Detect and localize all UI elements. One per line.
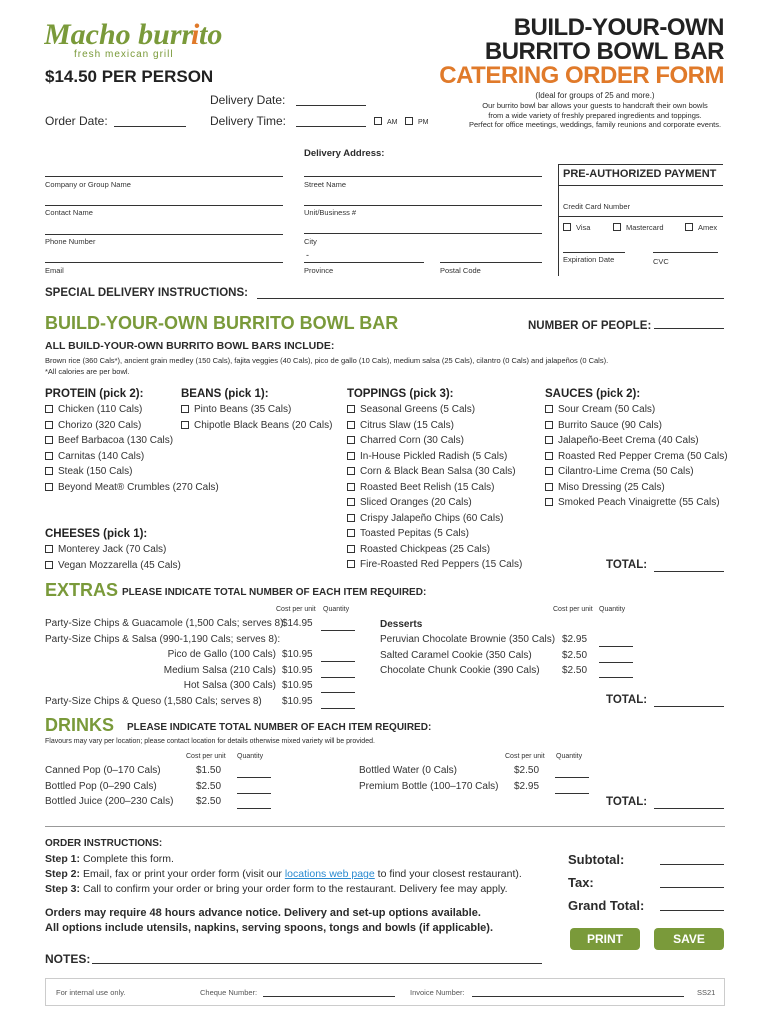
sauce-label: Smoked Peach Vinaigrette (55 Cals): [558, 497, 720, 508]
extras-cost-header: Cost per unit: [276, 606, 316, 613]
visa-label: Visa: [576, 223, 591, 232]
desc-line2: from a wide variety of freshly prepared ingredients and toppings.: [488, 111, 702, 120]
step3: [45, 883, 508, 895]
order-date-field[interactable]: [114, 126, 186, 127]
amex-checkbox[interactable]: [685, 223, 693, 231]
extras-qty-header: Quantity: [323, 606, 350, 613]
grand-total-label: Grand Total:: [568, 898, 645, 913]
protein-checkbox[interactable]: [45, 436, 53, 444]
sauce-option[interactable]: [545, 451, 728, 462]
drinks-instructions: PLEASE INDICATE TOTAL NUMBER OF EACH ITEM REQUIRED:: [127, 722, 432, 733]
drink-right-price: $2.95: [514, 780, 540, 792]
print-button[interactable]: PRINT: [570, 928, 640, 950]
tax-label: Tax:: [568, 875, 594, 890]
city-field[interactable]: [304, 233, 542, 234]
extra-quantity-field[interactable]: [321, 708, 355, 709]
desserts-cost-header: Cost per unit: [553, 606, 593, 613]
cheese-option[interactable]: [45, 560, 181, 571]
step2-text: Email, fax or print your order form (visit our: [82, 868, 282, 880]
protein-option[interactable]: [45, 482, 219, 493]
extra-price: $10.95: [282, 664, 313, 676]
amex-label: Amex: [698, 223, 718, 232]
topping-label: Corn & Black Bean Salsa (30 Cals): [360, 466, 516, 477]
step3-label: Step 3:: [45, 883, 81, 895]
dessert-price: $2.50: [562, 665, 588, 676]
company-field[interactable]: [45, 176, 283, 177]
drink-quantity-field[interactable]: [237, 808, 271, 809]
step3-text: Call to confirm your order or bring your order form to the restaurant. Delivery fee may apply.: [82, 883, 508, 895]
dessert-price: $2.50: [562, 649, 588, 661]
protein-label: Chicken (110 Cals): [58, 404, 143, 415]
topping-label: Sliced Oranges (20 Cals): [360, 497, 472, 508]
sauce-label: Sour Cream (50 Cals): [558, 404, 656, 415]
notice-line1: Orders may require 48 hours advance notice. Delivery and set-up options available.: [45, 907, 481, 919]
drinks-title: DRINKS: [45, 715, 115, 735]
mastercard-checkbox[interactable]: [613, 223, 621, 231]
email-field[interactable]: [45, 262, 283, 263]
beans-checkbox[interactable]: [181, 421, 189, 429]
notice-line2: All options include utensils, napkins, serving spoons, tongs and bowls (if applicable).: [45, 922, 493, 934]
form-title-line3: CATERING ORDER FORM: [439, 62, 724, 89]
topping-option[interactable]: [347, 404, 475, 415]
protein-checkbox[interactable]: [45, 483, 53, 491]
extras-total-label: TOTAL:: [606, 694, 648, 706]
email-label: Email: [45, 266, 64, 275]
subtotal-label: Subtotal:: [568, 852, 625, 867]
extra-name: Pico de Gallo (100 Cals): [167, 649, 276, 660]
dessert-name: Salted Caramel Cookie (350 Cals): [380, 649, 532, 661]
cvc-label: CVC: [653, 257, 669, 266]
topping-label: Citrus Slaw (15 Cals): [360, 419, 454, 431]
extra-name: Party-Size Chips & Guacamole (1,500 Cals; serves 8): [45, 618, 284, 629]
protein-label: Chorizo (320 Cals): [58, 419, 142, 431]
sauce-checkbox[interactable]: [545, 467, 553, 475]
sauces-title: SAUCES (pick 2):: [545, 388, 641, 400]
street-field[interactable]: [304, 176, 542, 177]
city-label: City: [304, 237, 317, 246]
topping-checkbox[interactable]: [347, 529, 355, 537]
delivery-time-label: Delivery Time:: [210, 114, 287, 128]
topping-checkbox[interactable]: [347, 545, 355, 553]
cheese-checkbox[interactable]: [45, 561, 53, 569]
payment-title-rule: [558, 185, 723, 186]
logo: [44, 14, 224, 60]
am-checkbox[interactable]: [374, 117, 382, 125]
topping-option[interactable]: [347, 435, 464, 446]
visa-checkbox[interactable]: [563, 223, 571, 231]
cheese-checkbox[interactable]: [45, 545, 53, 553]
topping-label: Roasted Beet Relish (15 Cals): [360, 481, 495, 493]
sauce-option[interactable]: [545, 482, 665, 493]
extra-quantity-field[interactable]: [321, 677, 355, 678]
dessert-price: $2.95: [562, 634, 588, 645]
step2-label: Step 2:: [45, 868, 81, 880]
payment-title: PRE-AUTHORIZED PAYMENT: [563, 168, 717, 180]
postal-label: Postal Code: [440, 266, 481, 275]
form-code: SS21: [697, 988, 716, 997]
topping-label: Seasonal Greens (5 Cals): [360, 404, 476, 415]
extras-total-field[interactable]: [654, 706, 724, 707]
topping-checkbox[interactable]: [347, 452, 355, 460]
cheese-label: Monterey Jack (70 Cals): [58, 544, 167, 555]
province-field[interactable]: [304, 262, 424, 263]
sauce-label: Roasted Red Pepper Crema (50 Cals): [558, 450, 728, 462]
pm-checkbox[interactable]: [405, 117, 413, 125]
topping-label: Toasted Pepitas (5 Cals): [360, 528, 469, 539]
extras-instructions: PLEASE INDICATE TOTAL NUMBER OF EACH ITEM REQUIRED:: [122, 587, 427, 598]
topping-label: Charred Corn (30 Cals): [360, 435, 464, 446]
dessert-name: Chocolate Chunk Cookie (390 Cals): [380, 665, 540, 676]
locations-link[interactable]: locations web page: [284, 868, 375, 880]
svg-text:fresh mexican grill: fresh mexican grill: [74, 49, 174, 60]
sauce-checkbox[interactable]: [545, 483, 553, 491]
contact-label: Contact Name: [45, 208, 93, 217]
subtotal-field[interactable]: [660, 864, 724, 865]
sauce-label: Jalapeño-Beet Crema (40 Cals): [558, 435, 699, 446]
protein-option[interactable]: [45, 404, 142, 415]
includes-title: ALL BUILD-YOUR-OWN BURRITO BOWL BARS INCLUDE:: [45, 340, 335, 352]
delivery-address-label: Delivery Address:: [304, 148, 385, 159]
extra-name: Party-Size Chips & Queso (1,580 Cals; serves 8): [45, 695, 262, 707]
ideal-note: (Ideal for groups of 25 and more.): [535, 91, 655, 100]
step1-label: Step 1:: [45, 853, 81, 865]
expiry-label: Expiration Date: [563, 255, 615, 264]
beans-title: BEANS (pick 1):: [181, 388, 269, 400]
dessert-quantity-field[interactable]: [599, 662, 633, 663]
extra-name: Hot Salsa (300 Cals): [183, 680, 276, 691]
drink-right-quantity-field[interactable]: [555, 777, 589, 778]
topping-option[interactable]: [347, 482, 495, 493]
drinks-total-field[interactable]: [654, 808, 724, 809]
section-divider: [45, 826, 725, 827]
extra-quantity-field[interactable]: [321, 692, 355, 693]
sauce-option[interactable]: [545, 404, 655, 415]
protein-label: Beyond Meat® Crumbles (270 Cals): [58, 481, 219, 493]
step2-text-end: to find your closest restaurant).: [377, 868, 522, 880]
sauce-option[interactable]: [545, 466, 694, 477]
protein-title: PROTEIN (pick 2):: [45, 388, 144, 400]
pm-option[interactable]: [405, 117, 429, 126]
form-title-line2: BURRITO BOWL BAR: [484, 38, 724, 65]
cheese-label: Vegan Mozzarella (45 Cals): [58, 559, 181, 571]
people-label: NUMBER OF PEOPLE:: [528, 320, 652, 332]
protein-option[interactable]: [45, 451, 144, 462]
beans-option[interactable]: [181, 420, 332, 431]
topping-option[interactable]: [347, 544, 490, 555]
bowl-bar-title: BUILD-YOUR-OWN BURRITO BOWL BAR: [45, 313, 399, 333]
company-label: Company or Group Name: [45, 180, 131, 189]
invoice-field[interactable]: [472, 996, 684, 997]
protein-option[interactable]: [45, 435, 173, 446]
tax-field[interactable]: [660, 887, 724, 888]
drink-right-name: Premium Bottle (100–170 Cals): [359, 780, 499, 792]
protein-checkbox[interactable]: [45, 421, 53, 429]
drink-price: $1.50: [196, 765, 222, 776]
extra-price: $10.95: [282, 649, 313, 660]
mastercard-label: Mastercard: [626, 223, 664, 232]
topping-checkbox[interactable]: [347, 560, 355, 568]
step1-text: Complete this form.: [82, 853, 174, 865]
save-button[interactable]: SAVE: [654, 928, 724, 950]
unit-label: Unit/Business #: [304, 208, 357, 217]
contact-field[interactable]: [45, 205, 283, 206]
topping-checkbox[interactable]: [347, 436, 355, 444]
topping-checkbox[interactable]: [347, 514, 355, 522]
topping-label: Roasted Chickpeas (25 Cals): [360, 543, 491, 555]
topping-checkbox[interactable]: [347, 405, 355, 413]
sauce-option[interactable]: [545, 497, 720, 508]
drink-name: Bottled Juice (200–230 Cals): [45, 796, 174, 807]
phone-field[interactable]: [45, 234, 283, 235]
sauce-label: Burrito Sauce (90 Cals): [558, 419, 662, 431]
beans-label: Chipotle Black Beans (20 Cals): [194, 419, 333, 431]
protein-checkbox[interactable]: [45, 467, 53, 475]
notes-field[interactable]: [92, 963, 542, 964]
dessert-name: Peruvian Chocolate Brownie (350 Cals): [380, 634, 556, 645]
postal-field[interactable]: [440, 262, 542, 263]
sauce-checkbox[interactable]: [545, 436, 553, 444]
topping-option[interactable]: [347, 528, 469, 539]
drinks-total-label: TOTAL:: [606, 796, 648, 808]
grand-total-field[interactable]: [660, 910, 724, 911]
drink-price: $2.50: [196, 796, 222, 807]
topping-option[interactable]: [347, 420, 454, 431]
sauce-label: Cilantro-Lime Crema (50 Cals): [558, 466, 694, 477]
people-field[interactable]: [654, 328, 724, 329]
bowl-total-label: TOTAL:: [606, 559, 648, 571]
cheeses-title: CHEESES (pick 1):: [45, 528, 148, 540]
invoice-label: Invoice Number:: [410, 988, 465, 997]
cheese-option[interactable]: [45, 544, 166, 555]
drink-right-quantity-field[interactable]: [555, 793, 589, 794]
price-per-person: $14.50 PER PERSON: [45, 67, 214, 86]
desserts-qty-header: Quantity: [599, 606, 626, 613]
topping-label: Fire-Roasted Red Peppers (15 Cals): [360, 559, 523, 570]
topping-option[interactable]: [347, 513, 503, 524]
card-number-label: Credit Card Number: [563, 202, 631, 211]
topping-checkbox[interactable]: [347, 498, 355, 506]
dessert-quantity-field[interactable]: [599, 677, 633, 678]
sauce-option[interactable]: [545, 420, 662, 431]
cheque-label: Cheque Number:: [200, 988, 258, 997]
desc-line3: Perfect for office meetings, weddings, family reunions and corporate events.: [468, 120, 722, 129]
delivery-time-field[interactable]: [296, 126, 366, 127]
delivery-date-label: Delivery Date:: [210, 93, 286, 107]
extra-quantity-field[interactable]: [321, 661, 355, 662]
expiry-field[interactable]: [563, 252, 625, 253]
street-label: Street Name: [304, 180, 347, 189]
includes-text: Brown rice (360 Cals*), ancient grain medley (150 Cals), fajita veggies (40 Cals), pico de gallo (10 Cals), medium salsa (25 Cals), cilantro (0 Cals) and jalapeños (0 Cals).: [45, 356, 609, 365]
form-title-line1: BUILD-YOUR-OWN: [513, 14, 724, 41]
topping-label: In-House Pickled Radish (5 Cals): [360, 450, 508, 462]
phone-label: Phone Number: [45, 237, 96, 246]
pm-label: PM: [418, 119, 429, 126]
drink-name: Bottled Pop (0–290 Cals): [45, 780, 157, 792]
topping-checkbox[interactable]: [347, 421, 355, 429]
dessert-quantity-field[interactable]: [599, 646, 633, 647]
beans-label: Pinto Beans (35 Cals): [194, 404, 292, 415]
topping-checkbox[interactable]: [347, 467, 355, 475]
topping-option[interactable]: [347, 559, 522, 570]
protein-label: Carnitas (140 Cals): [58, 450, 145, 462]
sauce-checkbox[interactable]: [545, 498, 553, 506]
visa-option[interactable]: [563, 223, 590, 232]
drink-quantity-field[interactable]: [237, 777, 271, 778]
drinks-qty-header: Quantity: [237, 753, 264, 760]
drink-quantity-field[interactable]: [237, 793, 271, 794]
step2: [45, 868, 522, 880]
am-label: AM: [387, 119, 398, 126]
beans-checkbox[interactable]: [181, 405, 189, 413]
sauce-checkbox[interactable]: [545, 452, 553, 460]
sauce-option[interactable]: [545, 435, 699, 446]
logo-graphic: [44, 14, 224, 60]
drink-name: Canned Pop (0–170 Cals): [45, 765, 161, 776]
sauce-checkbox[interactable]: [545, 421, 553, 429]
special-instructions-label: SPECIAL DELIVERY INSTRUCTIONS:: [45, 287, 248, 299]
svg-text:i: i: [191, 18, 200, 51]
topping-option[interactable]: [347, 497, 472, 508]
card-number-field[interactable]: [558, 216, 723, 217]
notes-label: NOTES:: [45, 952, 91, 966]
sauce-checkbox[interactable]: [545, 405, 553, 413]
extra-name: Party-Size Chips & Salsa (990-1,190 Cals; serves 8):: [45, 633, 281, 645]
drinks-right-cost-header: Cost per unit: [505, 753, 545, 760]
extras-title: EXTRAS: [45, 580, 119, 600]
desc-line1: Our burrito bowl bar allows your guests to handcraft their own bowls: [482, 101, 708, 110]
extra-price: $10.95: [282, 695, 313, 707]
svg-text:Macho burr: Macho burr: [44, 18, 194, 51]
province-label: Province: [304, 266, 334, 275]
desserts-title: Desserts: [380, 619, 423, 630]
extra-quantity-field[interactable]: [321, 630, 355, 631]
internal-use-label: For internal use only.: [56, 988, 126, 997]
toppings-title: TOPPINGS (pick 3):: [347, 388, 454, 400]
order-date-label: Order Date:: [45, 114, 108, 128]
topping-option[interactable]: [347, 451, 507, 462]
topping-label: Crispy Jalapeño Chips (60 Cals): [360, 512, 504, 524]
protein-checkbox[interactable]: [45, 452, 53, 460]
mastercard-option[interactable]: [613, 223, 664, 232]
protein-label: Steak (150 Cals): [58, 466, 133, 477]
amex-option[interactable]: [685, 223, 717, 232]
beans-option[interactable]: [181, 404, 291, 415]
protein-label: Beef Barbacoa (130 Cals): [58, 435, 174, 446]
cvc-field[interactable]: [653, 252, 718, 253]
am-option[interactable]: [374, 117, 398, 126]
drinks-right-qty-header: Quantity: [556, 753, 583, 760]
drinks-cost-header: Cost per unit: [186, 753, 226, 760]
cheque-field[interactable]: [263, 996, 395, 997]
svg-text:to: to: [199, 18, 223, 51]
extra-price: $14.95: [282, 618, 313, 629]
protein-checkbox[interactable]: [45, 405, 53, 413]
extra-price: $10.95: [282, 680, 313, 691]
drink-right-name: Bottled Water (0 Cals): [359, 765, 457, 776]
extra-name: Medium Salsa (210 Cals): [163, 664, 276, 676]
delivery-date-field[interactable]: [296, 105, 366, 106]
special-instructions-field[interactable]: [257, 298, 724, 299]
unit-field[interactable]: [304, 205, 542, 206]
step1: [45, 853, 174, 865]
protein-option[interactable]: [45, 466, 132, 477]
protein-option[interactable]: [45, 420, 141, 431]
topping-checkbox[interactable]: [347, 483, 355, 491]
sauce-label: Miso Dressing (25 Cals): [558, 481, 665, 493]
drink-right-price: $2.50: [514, 765, 540, 776]
drink-price: $2.50: [196, 780, 222, 792]
calorie-note: *All calories are per bowl.: [45, 367, 130, 376]
province-dash: -: [306, 250, 309, 260]
order-instructions-title: ORDER INSTRUCTIONS:: [45, 838, 163, 849]
bowl-total-field[interactable]: [654, 571, 724, 572]
drinks-note: Flavours may vary per location; please contact location for details otherwise mixed variety will be provided.: [45, 738, 375, 745]
topping-option[interactable]: [347, 466, 516, 477]
internal-use-box: [45, 978, 725, 1006]
